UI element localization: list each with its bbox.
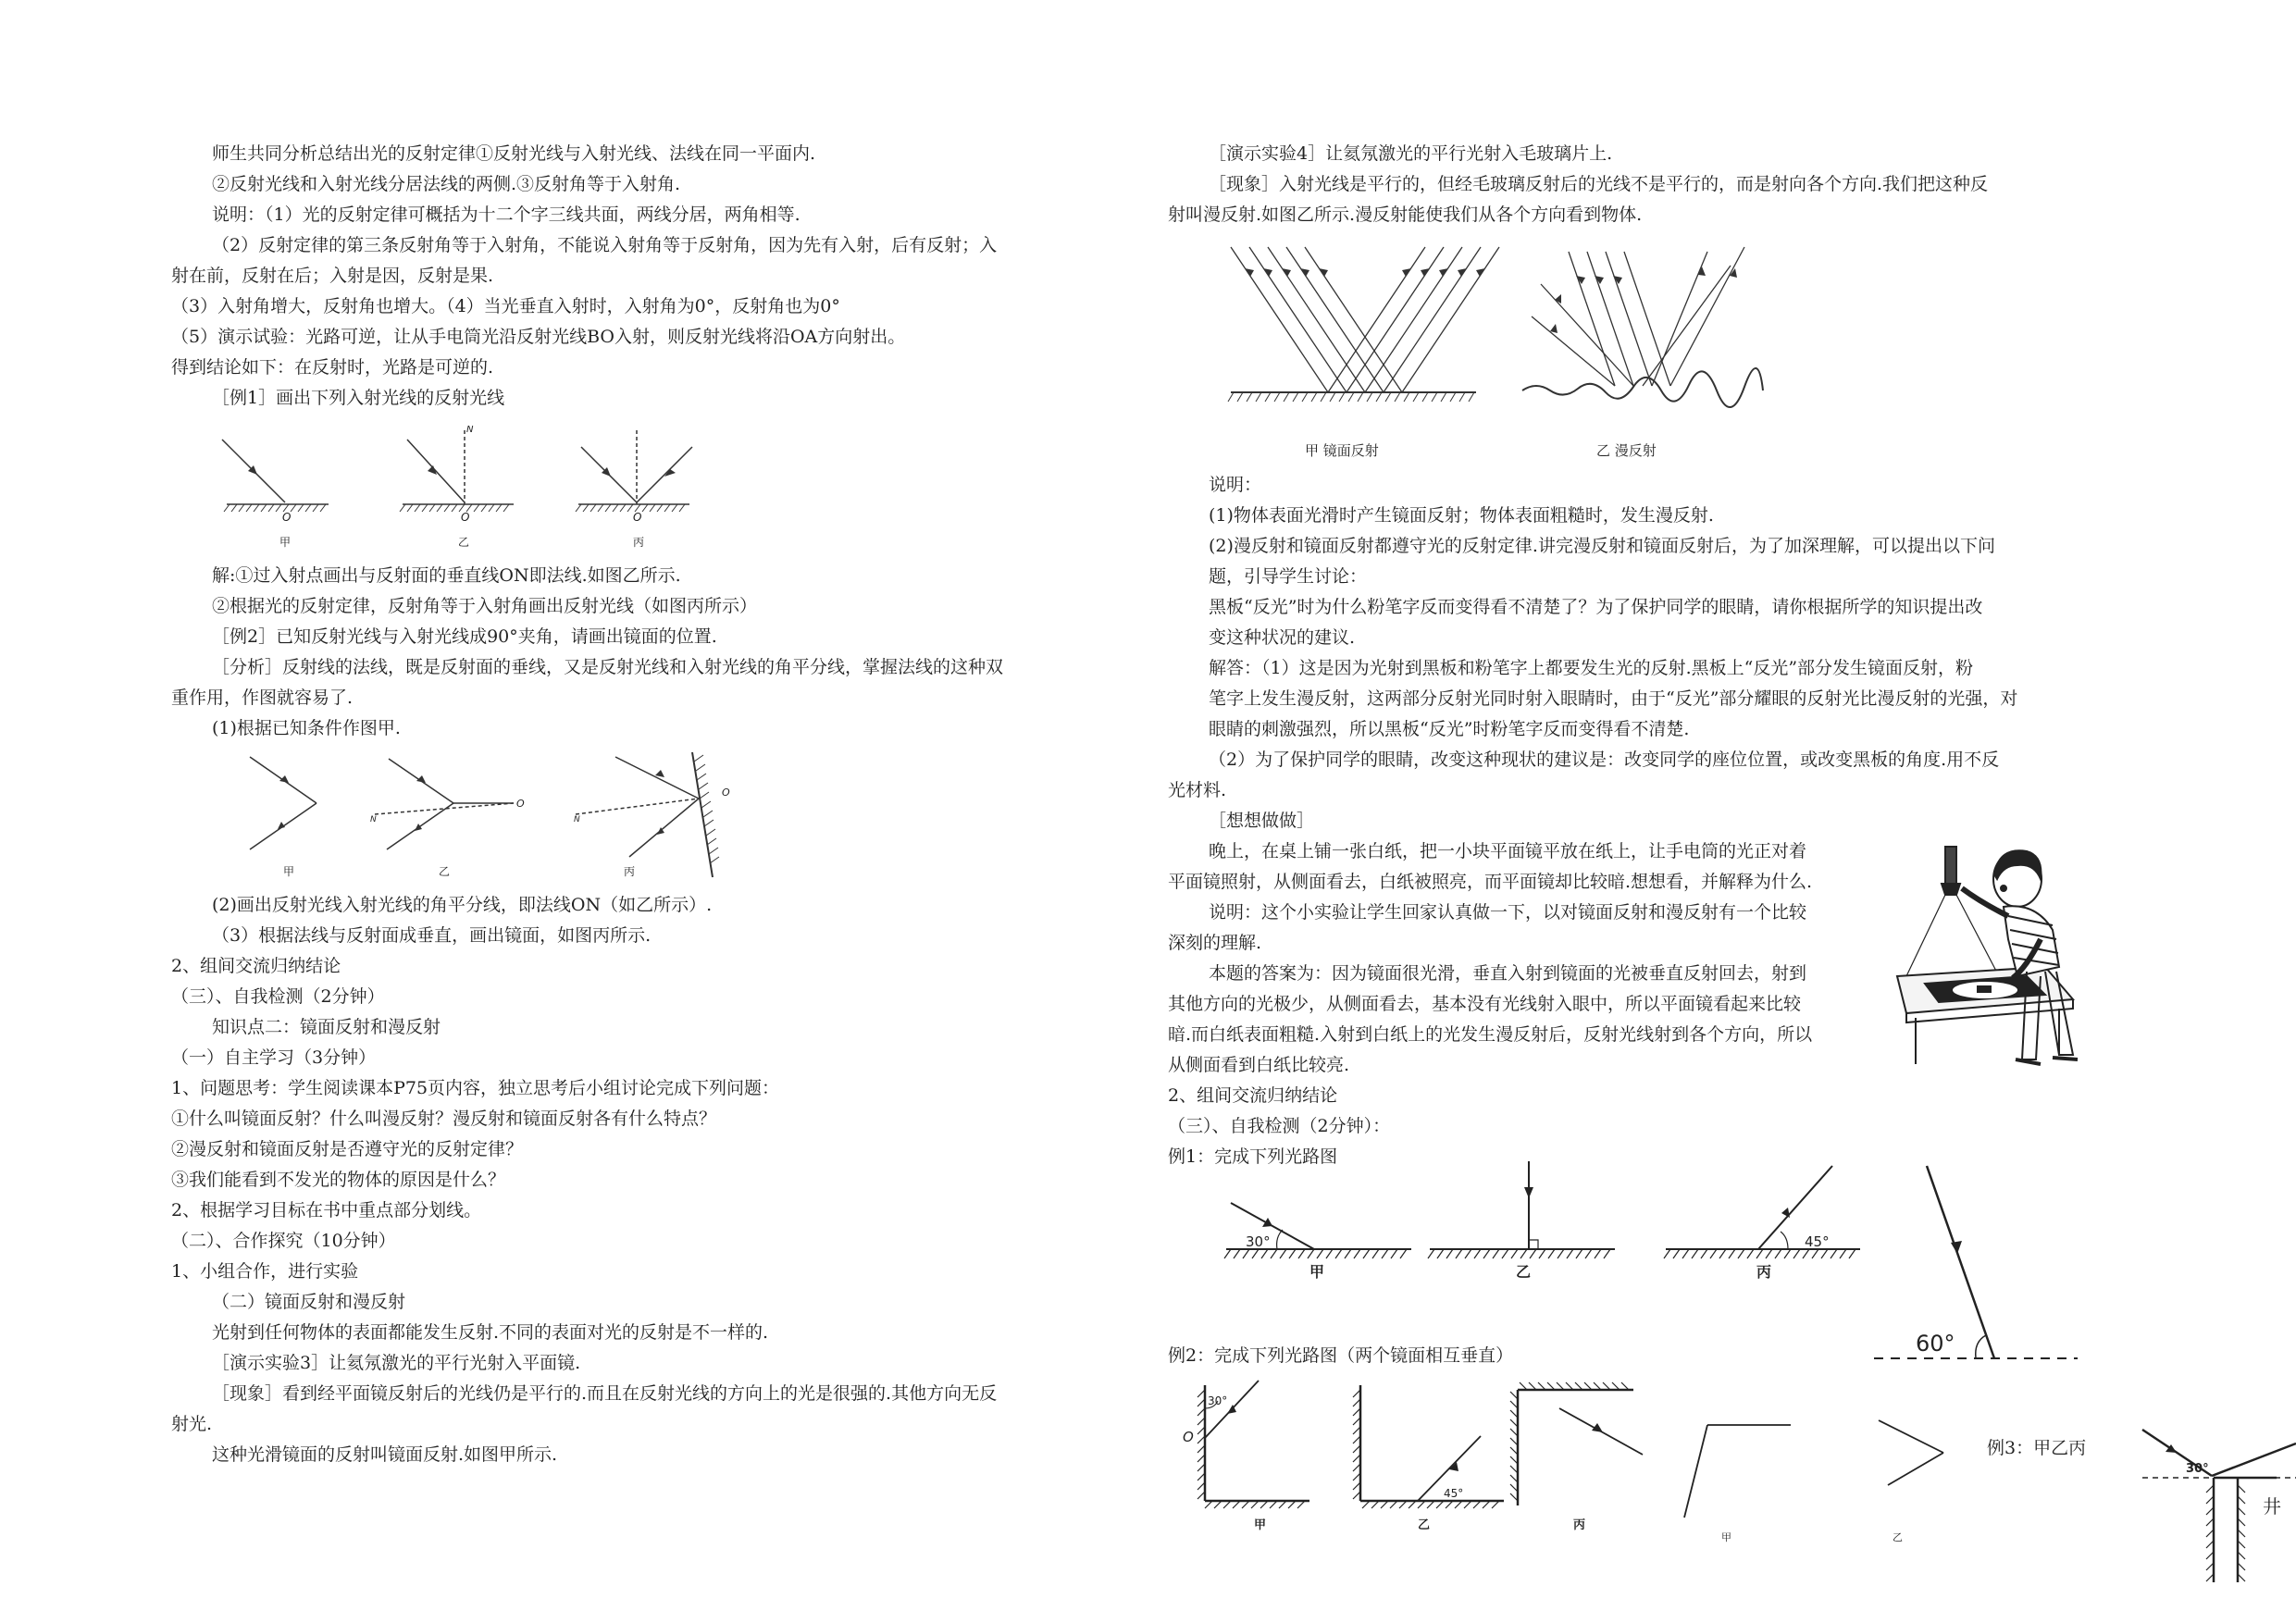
text-line: 平面镜照射，从侧面看去，白纸被照亮，而平面镜却比较暗.想想看，并解释为什么. (1168, 872, 1813, 892)
point-label: O (722, 787, 730, 799)
example2-figure (241, 748, 740, 886)
example2-title: 例2：完成下列光路图（两个镜面相互垂直） (1168, 1345, 1514, 1366)
normal-label: N (574, 815, 580, 824)
figure-label: 丙 (1573, 1518, 1586, 1532)
text-line: 这种光滑镜面的反射叫镜面反射.如图甲所示. (212, 1444, 558, 1465)
text-line: 其他方向的光极少，从侧面看去，基本没有光线射入眼中，所以平面镜看起来比较 (1168, 994, 1802, 1014)
well-label: 井 (2263, 1495, 2281, 1518)
text-line: 笔字上发生漫反射，这两部分反射光同时射入眼睛时，由于“反光”部分耀眼的反射光比漫反射的光强，对 (1209, 688, 2018, 709)
example3-title: 例3：甲乙丙 (1987, 1438, 2087, 1458)
figure-label: 丙 (1756, 1263, 1772, 1281)
text-line: 1、小组合作，进行实验 (171, 1261, 359, 1282)
angle-label: 30° (2186, 1462, 2209, 1476)
text-line: 题，引导学生讨论： (1209, 566, 1368, 587)
text-line: ［分析］反射线的法线，既是反射面的垂线，又是反射光线和入射光线的角平分线，掌握法线的这种双 (212, 657, 1004, 677)
point-label: O (461, 511, 470, 524)
angle-label: 30° (1246, 1233, 1271, 1250)
text-line: ②漫反射和镜面反射是否遵守光的反射定律？ (171, 1139, 524, 1159)
text-line: （2）反射定律的第三条反射角等于入射角，不能说入射角等于反射角，因为先有入射，后有反射；入 (212, 235, 998, 255)
text-line: ［现象］看到经平面镜反射后的光线仍是平行的.而且在反射光线的方向上的光是很强的.其他方向无反 (212, 1383, 998, 1404)
text-line: （2）为了保护同学的眼睛，改变这种现状的建议是：改变同学的座位位置，或改变黑板的角度.用不反 (1209, 750, 2000, 770)
text-line: （一）自主学习（3分钟） (171, 1047, 377, 1068)
text-line: ［例1］画出下列入射光线的反射光线 (212, 388, 505, 408)
text-line: ②反射光线和入射光线分居法线的两侧.③反射角等于入射角. (212, 174, 681, 194)
text-line: ③我们能看到不发光的物体的原因是什么？ (171, 1170, 506, 1190)
text-line: 得到结论如下：在反射时，光路是可逆的. (171, 357, 494, 378)
text-line: 晚上，在桌上铺一张白纸，把一小块平面镜平放在纸上，让手电筒的光正对着 (1209, 841, 1807, 861)
text-line: 射在前，反射在后；入射是因，反射是果. (171, 266, 494, 286)
text-line: 2、组间交流归纳结论 (171, 956, 341, 976)
text-line: 知识点二：镜面反射和漫反射 (212, 1017, 441, 1037)
left-column-part2 (171, 561, 1134, 744)
text-line: (2)画出反射光线入射光线的角平分线，即法线ON（如乙所示）. (212, 895, 713, 915)
point-label: O (282, 511, 292, 524)
example1-figure (222, 421, 703, 551)
self-check-example3-figure (1680, 1411, 1976, 1550)
figure-caption: 甲 镜面反射 (1305, 442, 1379, 459)
figure-label: 甲 (279, 536, 292, 549)
text-line: ［想想做做］ (1209, 811, 1315, 831)
text-line: （3）入射角增大，反射角也增大。（4）当光垂直入射时，入射角为0°，反射角也为0° (171, 296, 840, 316)
figure-label: 甲 (1721, 1531, 1731, 1543)
text-line: 说明： (1209, 475, 1262, 495)
figure-label: 甲 (283, 865, 295, 878)
normal-label: N (466, 425, 474, 435)
text-line: 黑板“反光”时为什么粉笔字反而变得看不清楚了？为了保护同学的眼睛，请你根据所学的知识提出改 (1209, 597, 1983, 617)
text-line: （二）镜面反射和漫反射 (212, 1292, 406, 1312)
text-line: 说明：（1）光的反射定律可概括为十二个字三线共面，两线分居，两角相等. (212, 204, 800, 225)
figure-label: 甲 (1254, 1518, 1267, 1532)
figure-label: 乙 (439, 865, 451, 878)
boy-flashlight-illustration (1888, 837, 2119, 1083)
text-line: 重作用，作图就容易了. (171, 688, 354, 708)
figure-label: 乙 (1418, 1518, 1431, 1532)
text-line: 2、根据学习目标在书中重点部分划线。 (171, 1200, 482, 1220)
self-check-example1-figure (1222, 1161, 1916, 1282)
text-line: 暗.而白纸表面粗糙.入射到白纸上的光发生漫反射后，反射光线射到各个方向，所以 (1168, 1024, 1813, 1045)
text-line: （三）、自我检测（2分钟）： (1168, 1116, 1391, 1136)
text-line: （5）演示试验：光路可逆，让从手电筒光沿反射光线BO入射，则反射光线将沿OA方向射出。 (171, 327, 906, 347)
point-label: O (516, 798, 525, 810)
text-line: 射叫漫反射.如图乙所示.漫反射能使我们从各个方向看到物体. (1168, 204, 1643, 225)
text-line: 1、问题思考：学生阅读课本P75页内容，独立思考后小组讨论完成下列问题： (171, 1078, 780, 1098)
text-line: 师生共同分析总结出光的反射定律①反射光线与入射光线、法线在同一平面内. (212, 143, 816, 164)
text-line: 解答：（1）这是因为光射到黑板和粉笔字上都要发生光的反射.黑板上“反光”部分发生镜面反射，粉 (1209, 658, 1974, 678)
figure-label: 乙 (1516, 1263, 1532, 1281)
text-line: 说明：这个小实验让学生回家认真做一下，以对镜面反射和漫反射有一个比较 (1209, 902, 1807, 923)
text-line: （二）、合作探究（10分钟） (171, 1231, 396, 1251)
text-line: 2、组间交流归纳结论 (1168, 1085, 1338, 1106)
figure-label: 丙 (633, 536, 645, 549)
angle-label: 60° (1916, 1331, 1955, 1357)
text-line: 光材料. (1168, 780, 1227, 800)
text-line: ②根据光的反射定律，反射角等于入射角画出反射光线（如图丙所示） (212, 596, 758, 616)
sixty-degree-figure (1869, 1161, 2082, 1369)
self-check-example2-figure (1175, 1381, 1638, 1538)
text-line: (1)物体表面光滑时产生镜面反射；物体表面粗糙时，发生漫反射. (1209, 505, 1714, 526)
text-line: 深刻的理解. (1168, 933, 1262, 953)
text-line: (2)漫反射和镜面反射都遵守光的反射定律.讲完漫反射和镜面反射后，为了加深理解，可以提出以下问 (1209, 536, 1995, 556)
angle-label: 45° (1805, 1233, 1830, 1250)
text-line: ［演示实验3］让氦氖激光的平行光射入平面镜. (212, 1353, 581, 1373)
text-line: 光射到任何物体的表面都能发生反射.不同的表面对光的反射是不一样的. (212, 1322, 769, 1343)
text-line: 解:①过入射点画出与反射面的垂直线ON即法线.如图乙所示. (212, 565, 681, 586)
figure-label: 甲 (1309, 1263, 1325, 1281)
text-line: ［现象］入射光线是平行的，但经毛玻璃反射后的光线不是平行的，而是射向各个方向.我们把这种反 (1209, 174, 1989, 194)
right-column (1168, 139, 2121, 230)
angle-label: 45° (1444, 1487, 1464, 1500)
text-line: ［演示实验4］让氦氖激光的平行光射入毛玻璃片上. (1209, 143, 1613, 164)
text-line: 眼睛的刺激强烈，所以黑板“反光”时粉笔字反而变得看不清楚. (1209, 719, 1690, 739)
text-line: ①什么叫镜面反射？什么叫漫反射？漫反射和镜面反射各有什么特点？ (171, 1109, 717, 1129)
point-label: O (633, 511, 642, 524)
text-line: (1)根据已知条件作图甲. (212, 718, 401, 738)
text-line: 射光. (171, 1414, 213, 1434)
normal-label: N (370, 815, 377, 824)
figure-label: 乙 (1893, 1531, 1903, 1543)
text-line: 从侧面看到白纸比较亮. (1168, 1055, 1350, 1075)
text-line: 本题的答案为：因为镜面很光滑，垂直入射到镜面的光被垂直反射回去，射到 (1209, 963, 1807, 984)
text-line: 例1：完成下列光路图 (1168, 1146, 1338, 1167)
figure-caption: 乙 漫反射 (1596, 442, 1657, 459)
reflection-comparison-figure (1226, 242, 1781, 465)
text-line: ［例2］已知反射光线与入射光线成90°夹角，请画出镜面的位置. (212, 626, 717, 647)
well-figure (2138, 1420, 2296, 1587)
text-line: （3）根据法线与反射面成垂直，画出镜面，如图丙所示. (212, 925, 652, 946)
left-column (171, 139, 1134, 414)
figure-label: 乙 (458, 536, 470, 549)
text-line: 变这种状况的建议. (1209, 627, 1356, 648)
angle-label: 30° (1208, 1394, 1228, 1407)
left-column-part3 (171, 890, 1134, 1470)
text-line: （三）、自我检测（2分钟） (171, 986, 385, 1007)
figure-label: 丙 (624, 865, 636, 878)
point-label: O (1183, 1429, 1194, 1445)
